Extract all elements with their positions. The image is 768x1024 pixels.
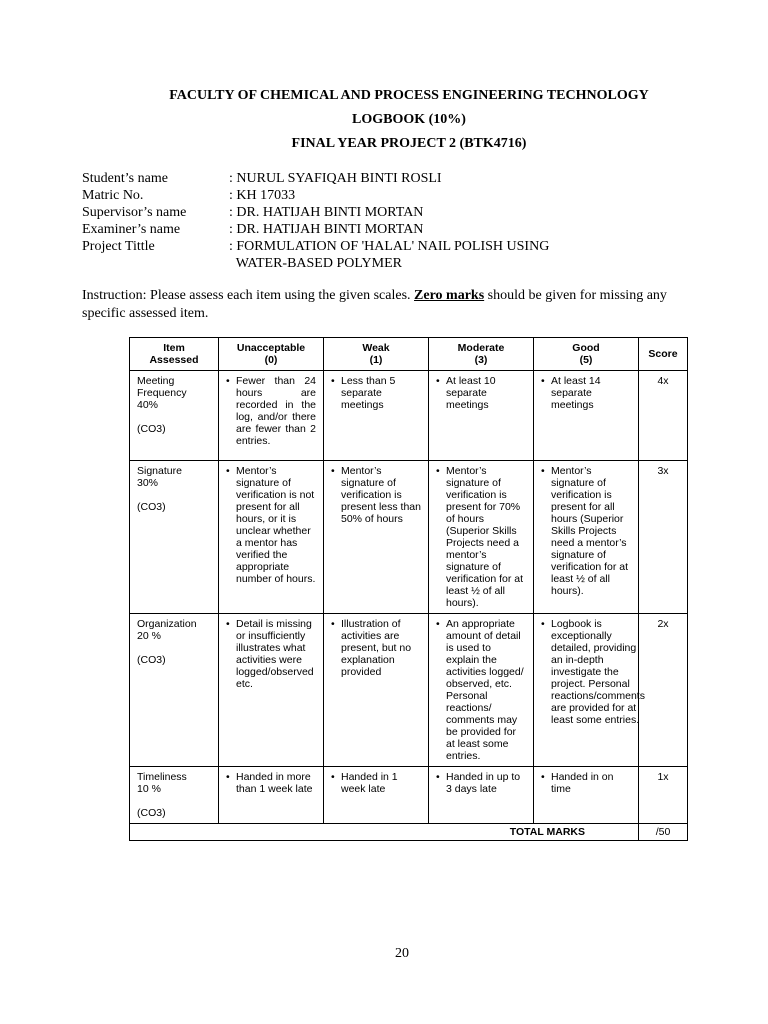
bullet-icon: • xyxy=(541,618,545,630)
table-row xyxy=(130,461,688,614)
info-label xyxy=(82,255,229,272)
table-row xyxy=(130,371,688,461)
info-row-supervisor xyxy=(82,204,549,221)
item-name: Organization 20 % xyxy=(137,618,197,642)
info-row-student xyxy=(82,170,549,187)
moderate-cell: • At least 10 separate meetings xyxy=(429,371,534,461)
info-value: : KH 17033 xyxy=(229,188,296,203)
page-number: 20 xyxy=(395,946,409,961)
item-cell xyxy=(130,767,219,824)
item-co: (CO3) xyxy=(137,807,166,819)
instruction-before: Instruction: Please assess each item using the given scales. xyxy=(82,288,415,303)
info-value: : DR. HATIJAH BINTI MORTAN xyxy=(229,222,424,237)
good-cell: • Logbook is exceptionally detailed, providing an in-depth investigate the project. Personal reactions/comments are provided for at least some entries. xyxy=(534,614,639,767)
bullet-icon: • xyxy=(541,771,545,783)
score-cell: 4x xyxy=(639,371,688,461)
item-cell xyxy=(130,371,219,461)
unacceptable-cell: • Handed in more than 1 week late xyxy=(219,767,324,824)
info-row-matric xyxy=(82,187,549,204)
bullet-icon: • xyxy=(541,375,545,387)
weak-cell: • Less than 5 separate meetings xyxy=(324,371,429,461)
item-co: (CO3) xyxy=(137,423,166,435)
unacceptable-cell: • Fewer than 24 hours are recorded in the log, and/or there are fewer than 2 entries. xyxy=(219,371,324,461)
weak-cell: • Handed in 1 week late xyxy=(324,767,429,824)
score-cell: 3x xyxy=(639,461,688,614)
weak-cell: • Mentor’s signature of verification is present less than 50% of hours xyxy=(324,461,429,614)
rubric-table xyxy=(129,337,688,841)
bullet-icon: • xyxy=(541,465,545,477)
item-name: Signature 30% xyxy=(137,465,182,489)
info-label: Student’s name xyxy=(82,171,168,186)
total-marks-value: /50 xyxy=(639,824,688,841)
instruction-text xyxy=(82,287,682,323)
moderate-cell: • Mentor’s signature of verification is present for 70% of hours (Superior Skills Projects need a mentor’s signature of verification for at least ½ of all hours). xyxy=(429,461,534,614)
item-co: (CO3) xyxy=(137,501,166,513)
item-name: Timeliness 10 % xyxy=(137,771,187,795)
bullet-icon: • xyxy=(226,618,230,630)
item-cell xyxy=(130,461,219,614)
bullet-icon: • xyxy=(331,375,335,387)
header-moderate: Moderate (3) xyxy=(429,338,534,371)
header-good: Good (5) xyxy=(534,338,639,371)
info-value: : NURUL SYAFIQAH BINTI ROSLI xyxy=(229,171,442,186)
good-cell: • Handed in on time xyxy=(534,767,639,824)
bullet-icon: • xyxy=(331,465,335,477)
unacceptable-cell: • Mentor’s signature of verification is not present for all hours, or it is unclear whether a mentor has verified the appropriate number of hours. xyxy=(219,461,324,614)
bullet-icon: • xyxy=(226,465,230,477)
bullet-icon: • xyxy=(436,375,440,387)
good-cell: • Mentor’s signature of verification is present for all hours (Superior Skills Projects need a mentor’s signature of verification for at least ½ of all hours). xyxy=(534,461,639,614)
info-row-project-title xyxy=(82,238,549,255)
bullet-icon: • xyxy=(226,375,230,387)
score-cell: 1x xyxy=(639,767,688,824)
score-cell: 2x xyxy=(639,614,688,767)
bullet-icon: • xyxy=(436,771,440,783)
bullet-icon: • xyxy=(331,771,335,783)
unacceptable-cell: • Detail is missing or insufficiently illustrates what activities were logged/observed etc. xyxy=(219,614,324,767)
item-name: Meeting Frequency 40% xyxy=(137,375,187,411)
info-row-project-title-cont xyxy=(82,255,549,272)
project-title: FINAL YEAR PROJECT 2 (BTK4716) xyxy=(291,136,527,151)
table-row xyxy=(130,767,688,824)
info-row-examiner xyxy=(82,221,549,238)
student-info xyxy=(82,170,549,272)
info-value: : FORMULATION OF 'HALAL' NAIL POLISH USING xyxy=(229,239,550,254)
item-co: (CO3) xyxy=(137,654,166,666)
weak-cell: • Illustration of activities are present, but no explanation provided xyxy=(324,614,429,767)
header-unacceptable: Unacceptable (0) xyxy=(219,338,324,371)
total-marks-label: TOTAL MARKS xyxy=(130,824,639,841)
header-item-assessed: Item Assessed xyxy=(130,338,219,371)
info-label: Matric No. xyxy=(82,188,144,203)
bullet-icon: • xyxy=(436,618,440,630)
bullet-icon: • xyxy=(436,465,440,477)
header-score: Score xyxy=(639,338,688,371)
item-cell xyxy=(130,614,219,767)
table-header-row xyxy=(130,338,688,371)
info-label: Supervisor’s name xyxy=(82,205,187,220)
good-cell: • At least 14 separate meetings xyxy=(534,371,639,461)
instruction-after: should be given for missing any specific assessed item. xyxy=(82,288,667,321)
bullet-icon: • xyxy=(226,771,230,783)
total-row xyxy=(130,824,688,841)
instruction-zero-marks: Zero marks xyxy=(414,288,485,303)
info-value: : DR. HATIJAH BINTI MORTAN xyxy=(229,205,424,220)
bullet-icon: • xyxy=(331,618,335,630)
moderate-cell: • Handed in up to 3 days late xyxy=(429,767,534,824)
moderate-cell: • An appropriate amount of detail is used to explain the activities logged/ observed, etc. Personal reactions/ comments may be provided for at least some entries. xyxy=(429,614,534,767)
info-value: WATER-BASED POLYMER xyxy=(229,256,402,271)
logbook-title: LOGBOOK (10%) xyxy=(352,112,466,127)
faculty-title: FACULTY OF CHEMICAL AND PROCESS ENGINEERING TECHNOLOGY xyxy=(169,88,649,103)
header-weak: Weak (1) xyxy=(324,338,429,371)
info-label: Project Tittle xyxy=(82,239,155,254)
info-label: Examiner’s name xyxy=(82,222,181,237)
table-row xyxy=(130,614,688,767)
